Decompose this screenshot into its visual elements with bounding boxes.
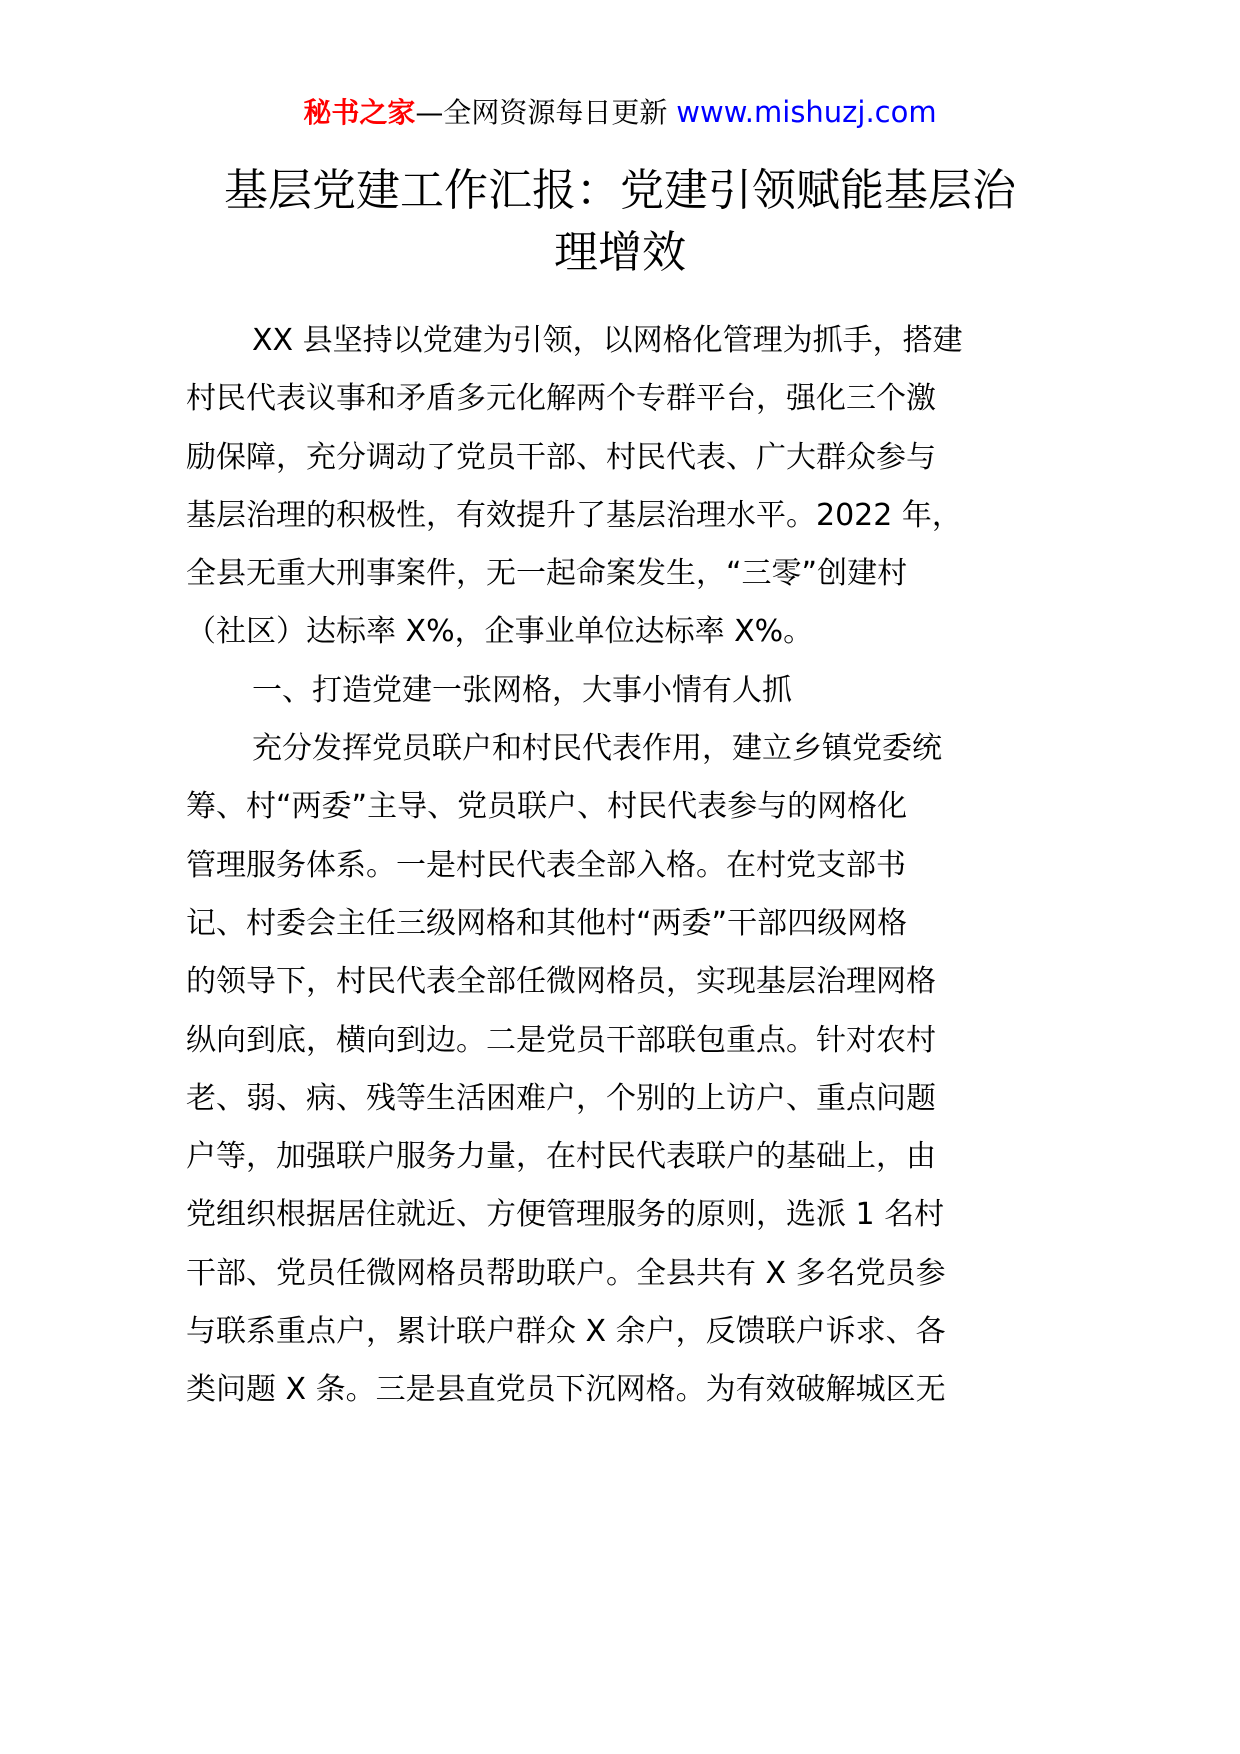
- paragraph-line: 与联系重点户，累计联户群众 X 余户，反馈联户诉求、各: [186, 1314, 946, 1350]
- title-line-1: 基层党建工作汇报：党建引领赋能基层治: [224, 165, 1016, 216]
- paragraph-line: 老、弱、病、残等生活困难户，个别的上访户、重点问题: [186, 1080, 936, 1116]
- paragraph-line: 管理服务体系。一是村民代表全部入格。在村党支部书: [186, 847, 906, 883]
- paragraph-line: 基层治理的积极性，有效提升了基层治理水平。2022 年，: [186, 497, 962, 533]
- paragraph-line: 充分发挥党员联户和村民代表作用，建立乡镇党委统: [252, 731, 942, 767]
- paragraph-line: 励保障，充分调动了党员干部、村民代表、广大群众参与: [186, 439, 936, 475]
- section-heading: 一、打造党建一张网格，大事小情有人抓: [252, 672, 792, 708]
- document-body: [186, 312, 1066, 1420]
- title-line-2: 理增效: [554, 227, 686, 278]
- paragraph-line: 干部、党员任微网格员帮助联户。全县共有 X 多名党员参: [186, 1255, 946, 1291]
- paragraph-line: 村民代表议事和矛盾多元化解两个专群平台，强化三个激: [186, 381, 936, 417]
- paragraph-line: 筹、村“两委”主导、党员联户、村民代表参与的网格化: [186, 789, 908, 825]
- paragraph-line: 党组织根据居住就近、方便管理服务的原则，选派 1 名村: [186, 1197, 945, 1233]
- paragraph-line: （社区）达标率 X%，企事业单位达标率 X%。: [186, 614, 814, 650]
- paragraph-line: 全县无重大刑事案件，无一起命案发生，“三零”创建村: [186, 556, 908, 592]
- paragraph-line: XX 县坚持以党建为引领，以网格化管理为抓手，搭建: [252, 323, 963, 358]
- site-brand: 秘书之家: [303, 96, 416, 129]
- site-header: [0, 94, 1240, 131]
- paragraph-line: 的领导下，村民代表全部任微网格员，实现基层治理网格: [186, 964, 936, 1000]
- paragraph-line: 纵向到底，横向到边。二是党员干部联包重点。针对农村: [186, 1022, 936, 1058]
- site-tagline: —全网资源每日更新: [415, 96, 677, 129]
- paragraph-line: 类问题 X 条。三是县直党员下沉网格。为有效破解城区无: [186, 1372, 946, 1408]
- document-title: [150, 160, 1090, 284]
- paragraph-line: 户等，加强联户服务力量，在村民代表联户的基础上，由: [186, 1139, 936, 1175]
- paragraph-line: 记、村委会主任三级网格和其他村“两委”干部四级网格: [186, 905, 908, 941]
- site-url-link[interactable]: www.mishuzj.com: [676, 95, 937, 129]
